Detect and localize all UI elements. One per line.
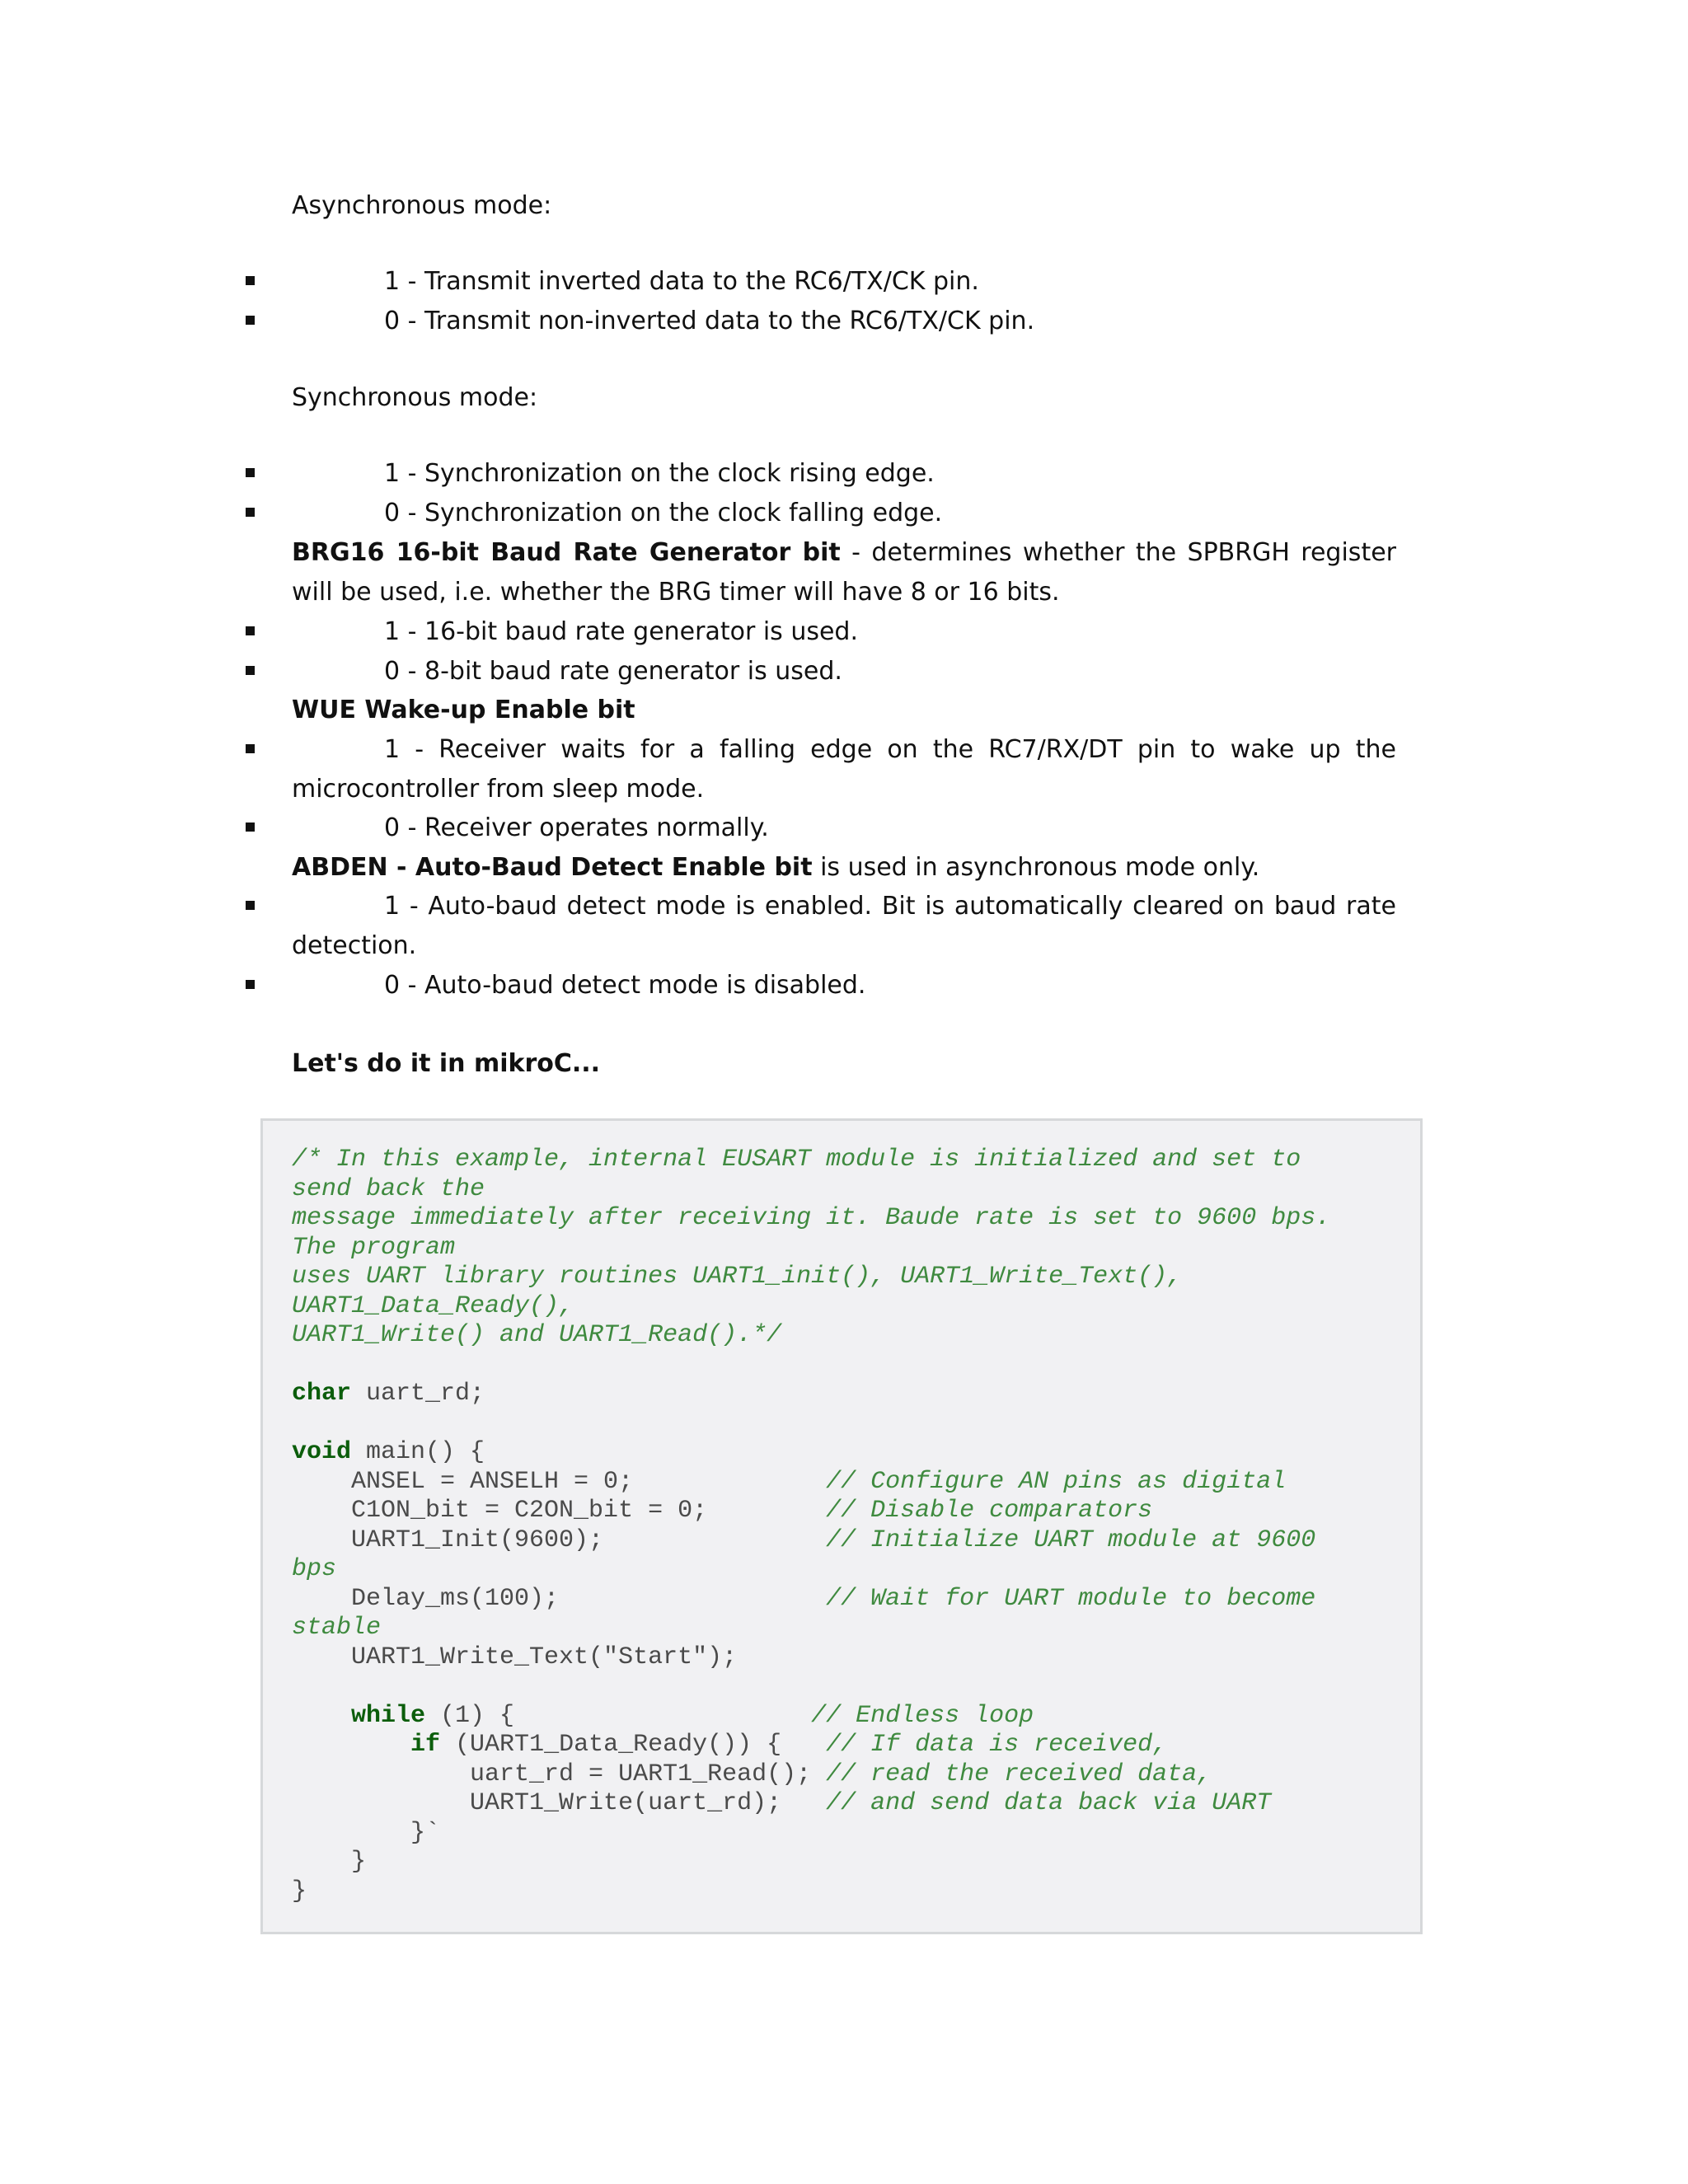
code-line: UART1_Init(9600);: [292, 1526, 827, 1554]
code-line: ANSEL = ANSELH = 0;: [292, 1467, 827, 1496]
code-comment: // Endless loop: [811, 1701, 1034, 1730]
code-line: UART1_Write_Text("Start");: [292, 1643, 738, 1671]
code-keyword: while: [351, 1701, 426, 1730]
code-comment: // read the received data,: [826, 1760, 1212, 1788]
code-line: uart_rd;: [351, 1380, 485, 1408]
code-line: main() {: [351, 1438, 485, 1466]
wue-title-text: WUE Wake-up Enable bit: [292, 696, 635, 724]
abden-paragraph: [292, 848, 1396, 888]
code-comment: // If data is received,: [826, 1731, 1168, 1759]
wue-title: [292, 691, 1396, 730]
list-item: 0 - Auto-baud detect mode is disabled.: [292, 966, 1396, 1005]
code-line: (1) {: [425, 1701, 812, 1730]
code-line: }: [292, 1848, 367, 1876]
code-line: (UART1_Data_Ready()) {: [440, 1731, 827, 1759]
bullet-icon: [246, 468, 255, 477]
lets-do-heading: [292, 1044, 1396, 1084]
list-item: 0 - Receiver operates normally.: [292, 808, 1396, 848]
code-comment: // Wait for UART module to become stable: [292, 1584, 1316, 1642]
code-line: Delay_ms(100);: [292, 1584, 827, 1613]
sync-mode-heading: Synchronous mode:: [292, 383, 538, 412]
code-keyword: char: [292, 1380, 352, 1408]
code-comment: // and send data back via UART: [826, 1789, 1272, 1817]
code-line: C1ON_bit = C2ON_bit = 0;: [292, 1497, 827, 1525]
bullet-icon: [246, 823, 255, 832]
bullet-icon: [246, 744, 255, 753]
brg16-title: BRG16 16-bit Baud Rate Generator bit: [292, 538, 841, 567]
code-line: }`: [292, 1818, 441, 1847]
bullet-icon: [246, 276, 255, 285]
code-comment: // Disable comparators: [826, 1497, 1153, 1525]
code-comment: // Configure AN pins as digital: [826, 1467, 1287, 1496]
brg16-description: - determines whether the SPBRGH register will be used, i.e. whether the BRG timer will have 8 or 16 bits.: [292, 538, 1396, 607]
list-item: 1 - Receiver waits for a falling edge on the RC7/RX/DT pin to wake up the microcontroller from sleep mode.: [292, 730, 1396, 809]
list-item: 1 - Synchronization on the clock rising edge.: [292, 454, 1396, 494]
bullet-icon: [246, 508, 255, 517]
code-comment: // Initialize UART module at 9600 bps: [292, 1526, 1316, 1583]
list-item: 1 - Auto-baud detect mode is enabled. Bit is automatically cleared on baud rate detection.: [292, 887, 1396, 966]
bullet-icon: [246, 901, 255, 910]
brg16-paragraph: [292, 533, 1396, 612]
lets-do-text: Let's do it in mikroC...: [292, 1049, 601, 1078]
abden-title: ABDEN - Auto-Baud Detect Enable bit: [292, 853, 813, 882]
code-keyword: void: [292, 1438, 352, 1466]
code-keyword: if: [410, 1731, 441, 1759]
code-comment-block: /* In this example, internal EUSART module is initialized and set to send back the message immediately after receiving it. Baude rate is set to 9600 bps. The program uses UART library routines UART1_init(), UART1_Write_Text(), UART1_Data_Ready(), UART1_Write() and UART1_Read().*/: [292, 1146, 1331, 1349]
list-item: 0 - Synchronization on the clock falling edge.: [292, 494, 1396, 533]
list-item: 1 - 16-bit baud rate generator is used.: [292, 612, 1396, 652]
code-line: uart_rd = UART1_Read();: [292, 1760, 827, 1788]
abden-description: is used in asynchronous mode only.: [812, 853, 1260, 882]
list-item: 1 - Transmit inverted data to the RC6/TX/CK pin.: [292, 262, 1396, 302]
code-line: UART1_Write(uart_rd);: [292, 1789, 827, 1817]
code-line: }: [292, 1877, 307, 1905]
code-listing: [292, 1146, 1413, 1906]
async-mode-heading: Asynchronous mode:: [292, 191, 552, 220]
bullet-icon: [246, 666, 255, 675]
bullet-icon: [246, 316, 255, 325]
list-item: 0 - 8-bit baud rate generator is used.: [292, 652, 1396, 691]
bullet-icon: [246, 626, 255, 635]
list-item: 0 - Transmit non-inverted data to the RC6/TX/CK pin.: [292, 302, 1396, 341]
bullet-icon: [246, 980, 255, 989]
